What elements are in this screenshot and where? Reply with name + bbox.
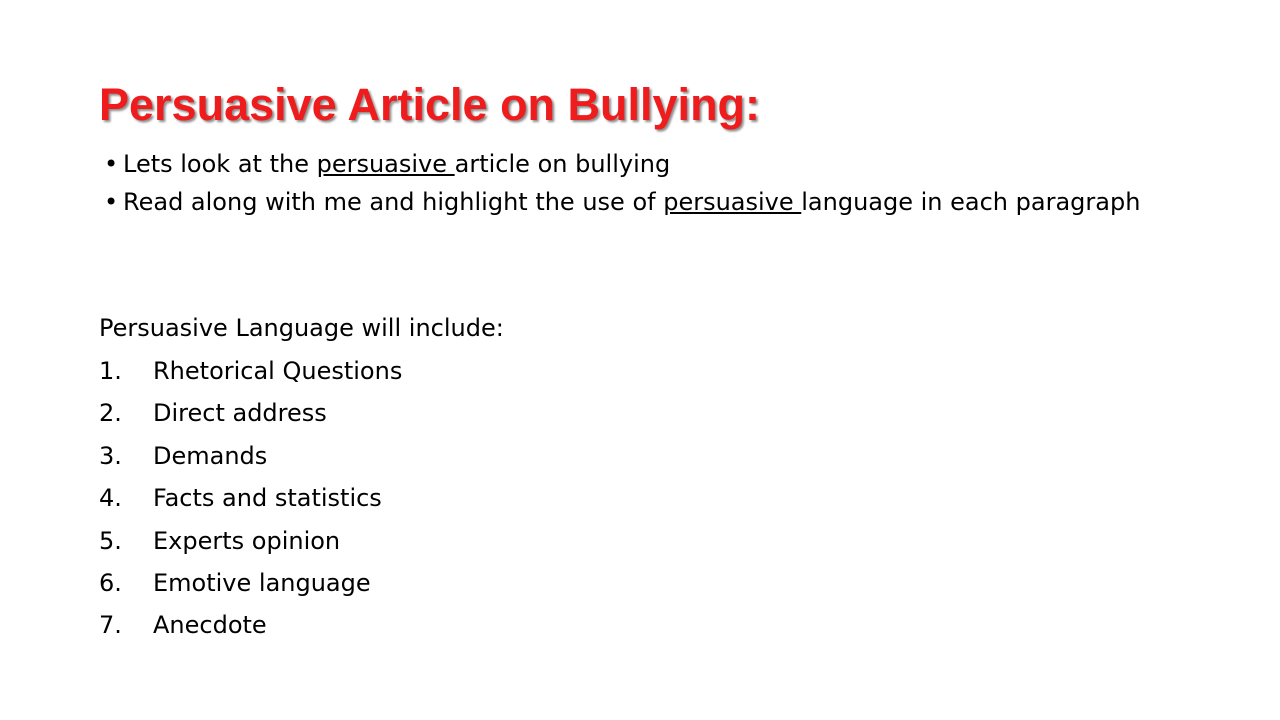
bullet-item — [104, 190, 1184, 214]
list-intro: Persuasive Language will include: — [99, 314, 504, 342]
bullet-text-start: Read along with me and highlight the use of — [123, 188, 664, 216]
list-item — [99, 604, 402, 646]
item-label: Direct address — [153, 399, 327, 428]
bullet-dot-icon: • — [104, 188, 119, 216]
item-label: Demands — [153, 441, 268, 470]
list-item — [99, 477, 402, 519]
numbered-list — [99, 350, 402, 647]
item-number: 4. — [99, 484, 122, 513]
list-item — [99, 435, 402, 477]
list-item — [99, 392, 402, 434]
item-number: 5. — [99, 526, 122, 555]
list-item — [99, 350, 402, 392]
bullet-list — [104, 152, 1184, 228]
item-label: Emotive language — [153, 569, 371, 598]
item-number: 2. — [99, 399, 122, 428]
item-number: 6. — [99, 569, 122, 598]
list-item — [99, 520, 402, 562]
bullet-text-end: article on bullying — [454, 150, 671, 178]
bullet-item — [104, 152, 1184, 176]
item-label: Rhetorical Questions — [153, 357, 403, 385]
item-label: Facts and statistics — [153, 484, 382, 513]
list-item — [99, 562, 402, 604]
underlined-word: persuasive — [663, 188, 802, 216]
item-label: Experts opinion — [153, 526, 341, 555]
item-number: 1. — [99, 357, 122, 385]
item-number: 3. — [99, 441, 122, 470]
item-label: Anecdote — [153, 611, 267, 640]
item-number: 7. — [99, 611, 122, 640]
slide-title: Persuasive Article on Bullying: — [99, 79, 761, 130]
bullet-text-end: language in each paragraph — [801, 188, 1141, 216]
bullet-dot-icon: • — [104, 150, 119, 178]
bullet-text-start: Lets look at the — [123, 150, 317, 178]
underlined-word: persuasive — [316, 150, 455, 178]
